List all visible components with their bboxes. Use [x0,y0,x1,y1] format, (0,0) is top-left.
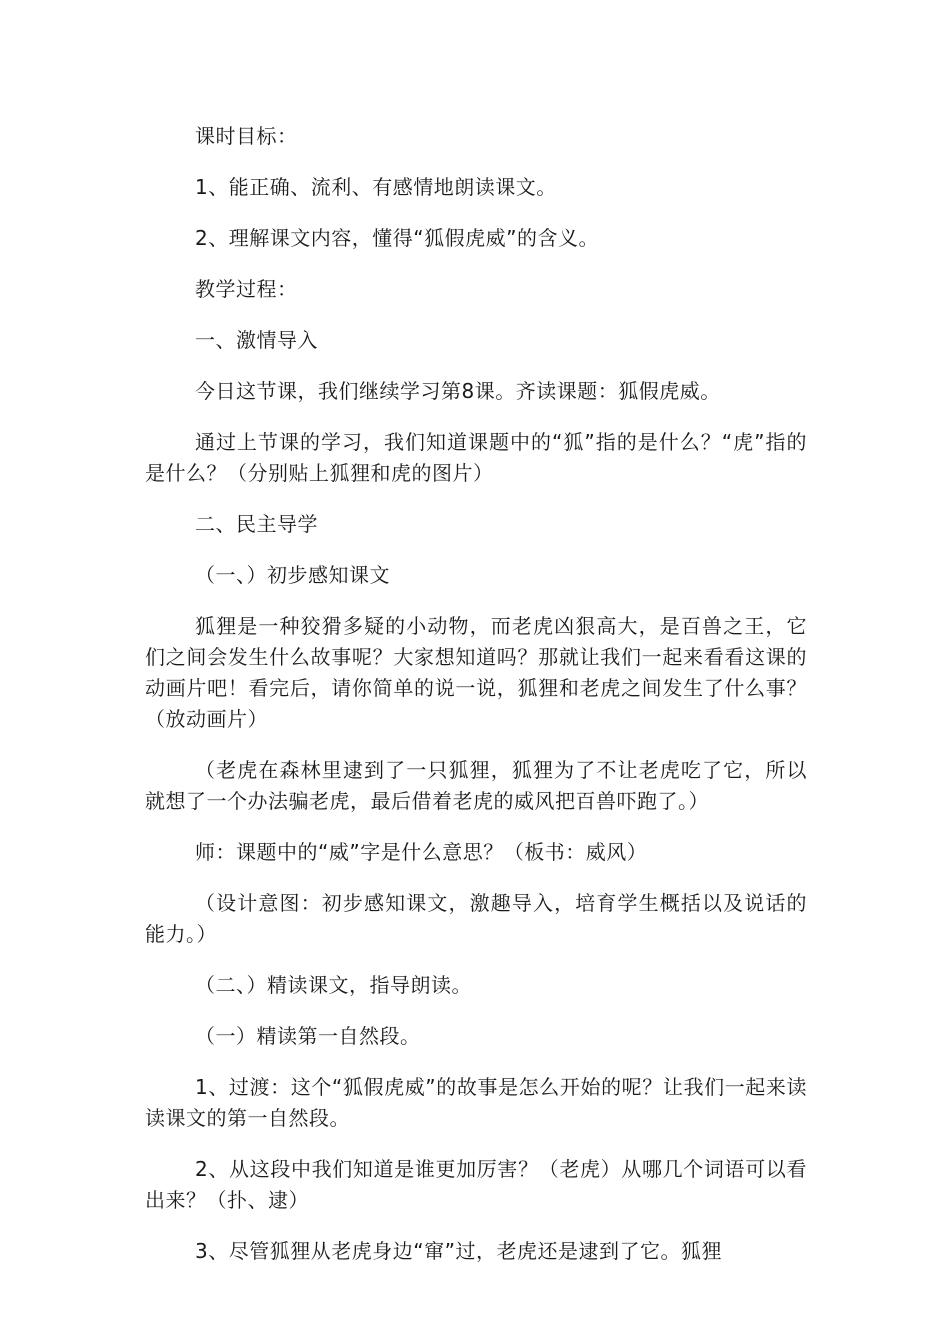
paragraph-goal-2: 2、理解课文内容，懂得“狐假虎威”的含义。 [195,226,599,250]
paragraph-story-summary: （老虎在森林里逮到了一只狐狸，狐狸为了不让老虎吃了它，所以就想了一个办法骗老虎，最后借着老虎的威风把百兽吓跑了。） [145,758,807,813]
paragraph-lesson-goals-heading: 课时目标： [195,124,298,148]
paragraph-design-intent: （设计意图：初步感知课文，激趣导入，培育学生概括以及说话的能力。） [145,891,807,946]
document-body [145,121,807,1267]
paragraph-teacher-question: 师：课题中的“威”字是什么意思？（板书：威风） [195,840,648,864]
paragraph-section-1-heading: 一、激情导入 [195,328,318,352]
paragraph-subsection-2-heading: （二、）精读课文，指导朗读。 [195,973,472,997]
paragraph-recall-question: 通过上节课的学习，我们知道课题中的“狐”指的是什么？“虎”指的是什么？（分别贴上狐狸和虎的图片） [145,430,807,485]
paragraph-step-2: 2、从这段中我们知道是谁更加厉害？（老虎）从哪几个词语可以看出来？（扑、逮） [145,1157,807,1212]
paragraph-intro: 今日这节课，我们继续学习第8课。齐读课题：狐假虎威。 [195,379,721,403]
paragraph-step-3: 3、尽管狐狸从老虎身边“窜”过，老虎还是逮到了它。狐狸 [195,1239,722,1263]
paragraph-subsection-1-heading: （一、）初步感知课文 [195,563,390,587]
paragraph-story-intro: 狐狸是一种狡猾多疑的小动物，而老虎凶狠高大，是百兽之王，它们之间会发生什么故事呢？大家想知道吗？那就让我们一起来看看这课的动画片吧！看完后，请你简单的说一说，狐狸和老虎之间发生了什么事？（放动画片） [145,614,807,731]
paragraph-step-1: 1、过渡：这个“狐假虎威”的故事是怎么开始的呢？让我们一起来读读课文的第一自然段。 [145,1075,807,1130]
paragraph-section-2-heading: 二、民主导学 [195,512,318,536]
paragraph-close-reading-1: （一）精读第一自然段。 [195,1024,421,1048]
paragraph-teaching-process-heading: 教学过程： [195,277,298,301]
paragraph-goal-1: 1、能正确、流利、有感情地朗读课文。 [195,175,557,199]
